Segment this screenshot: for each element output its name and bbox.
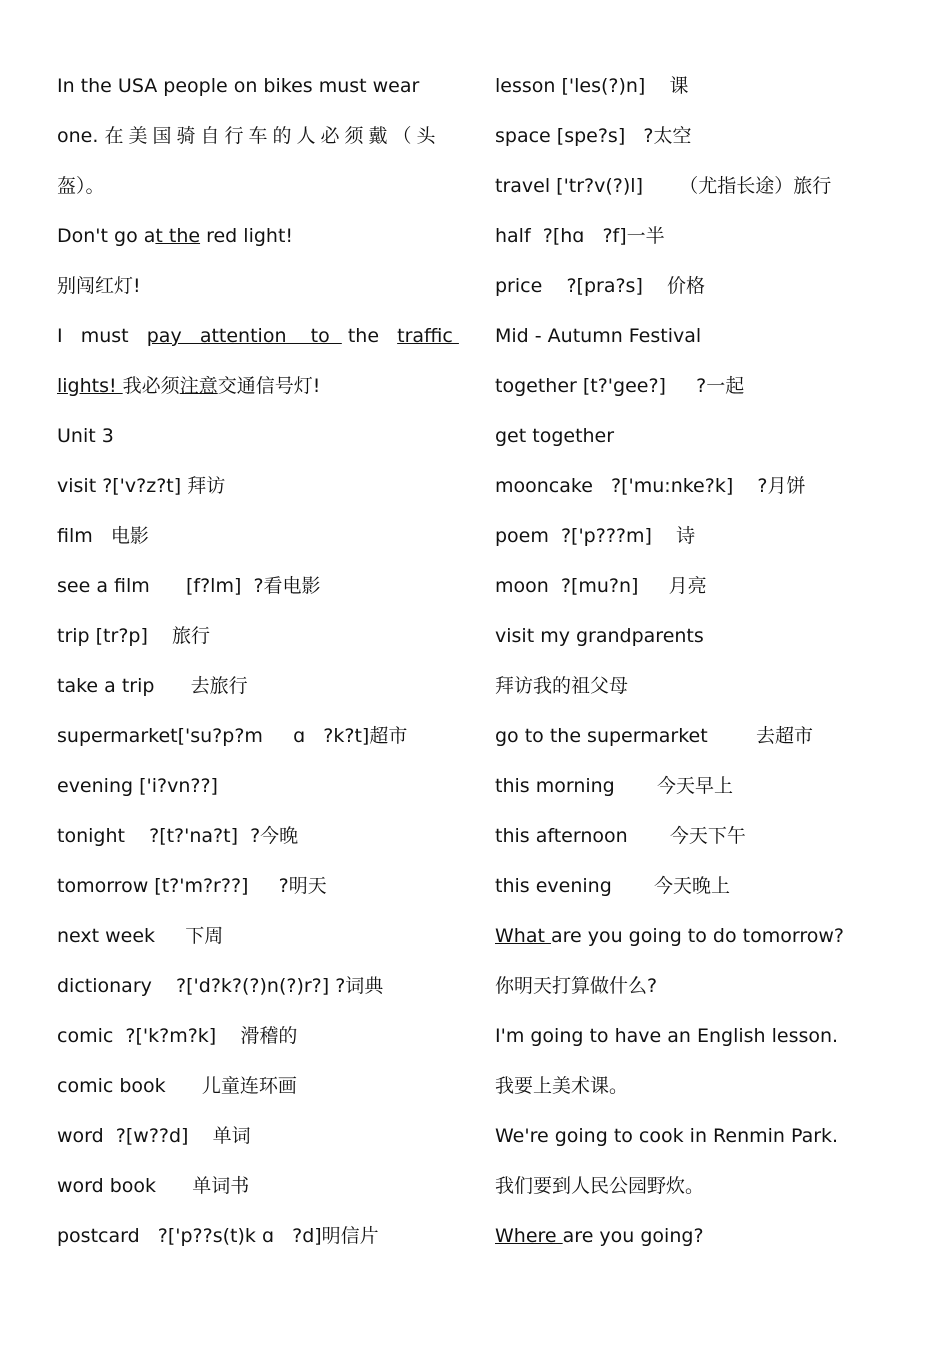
text-line — [57, 120, 462, 170]
line-text: tomorrow [t?'m?r??] ?明天 — [57, 875, 327, 897]
text-line — [57, 170, 462, 220]
line-text: comic ?['k?m?k] 滑稽的 — [57, 1025, 298, 1047]
underlined-text: 注意 — [179, 375, 218, 397]
vocab-line — [495, 220, 895, 270]
line-text: price ?[pra?s] 价格 — [495, 275, 706, 297]
underlined-text: pay attention to — [146, 325, 342, 347]
vocab-line — [495, 320, 895, 370]
line-text: 你明天打算做什么? — [495, 975, 658, 997]
unit-heading — [57, 420, 462, 470]
line-text: moon ?[mu?n] 月亮 — [495, 575, 707, 597]
line-text: half ?[hɑ ?f]一半 — [495, 225, 665, 247]
line-text: together [t?'gee?] ?一起 — [495, 375, 745, 397]
line-text: travel ['tr?v(?)l] （尤指长途）旅行 — [495, 175, 832, 197]
vocab-line — [57, 870, 462, 920]
underlined-text: t the — [155, 225, 201, 247]
phrase-line — [495, 670, 895, 720]
sentence-line — [495, 1120, 895, 1170]
vocab-line — [495, 170, 895, 220]
sentence-line — [495, 1220, 895, 1270]
line-text: Don't go a — [57, 225, 156, 247]
line-text: mooncake ?['mu:nke?k] ?月饼 — [495, 475, 806, 497]
vocab-line — [495, 70, 895, 120]
line-text: In the USA people on bikes must wear — [57, 75, 420, 97]
line-text: I must — [57, 325, 147, 347]
line-text: 拜访我的祖父母 — [495, 675, 629, 697]
vocab-line — [57, 1220, 462, 1270]
underlined-text: Where — [495, 1225, 563, 1247]
underlined-text: lights! — [57, 375, 123, 397]
line-text: 别闯红灯! — [57, 275, 141, 297]
line-text: Mid - Autumn Festival — [495, 325, 702, 347]
line-text: red light! — [200, 225, 294, 247]
phrase-line — [495, 770, 895, 820]
line-text: this afternoon 今天下午 — [495, 825, 746, 847]
line-text: visit my grandparents — [495, 625, 704, 647]
underlined-text: traffic — [397, 325, 459, 347]
vocab-line — [495, 120, 895, 170]
right-column — [495, 70, 895, 1270]
vocab-line — [495, 370, 895, 420]
line-text: are you going to do tomorrow? — [550, 925, 844, 947]
line-text: go to the supermarket 去超市 — [495, 725, 813, 747]
vocab-line — [57, 970, 462, 1020]
line-text: one. — [57, 125, 99, 147]
vocab-line — [57, 770, 462, 820]
phrase-line — [495, 720, 895, 770]
text-line — [57, 320, 462, 370]
vocab-line — [495, 270, 895, 320]
sentence-line — [495, 920, 895, 970]
line-text: I'm going to have an English lesson. — [495, 1025, 839, 1047]
phrase-line — [495, 620, 895, 670]
phrase-line — [495, 820, 895, 870]
vocab-line — [57, 670, 462, 720]
line-text: 我要上美术课。 — [495, 1075, 629, 1097]
line-text: Unit 3 — [57, 425, 114, 447]
underlined-text: What — [495, 925, 551, 947]
text-line — [57, 70, 462, 120]
line-text: get together — [495, 425, 615, 447]
vocab-line — [57, 1120, 462, 1170]
sentence-line — [495, 1070, 895, 1120]
vocab-line — [57, 820, 462, 870]
line-text: take a trip 去旅行 — [57, 675, 248, 697]
sentence-line — [495, 1170, 895, 1220]
line-text: are you going? — [562, 1225, 704, 1247]
vocab-line — [495, 570, 895, 620]
line-text: postcard ?['p??s(t)k ɑ ?d]明信片 — [57, 1225, 379, 1247]
line-text: poem ?['p???m] 诗 — [495, 525, 696, 547]
vocab-line — [57, 620, 462, 670]
line-text: supermarket['su?p?m ɑ ?k?t]超市 — [57, 725, 408, 747]
vocab-line — [57, 470, 462, 520]
line-text: 交通信号灯! — [217, 375, 321, 397]
text-line — [57, 370, 462, 420]
line-text: lesson ['les(?)n] 课 — [495, 75, 689, 97]
line-text: word book 单词书 — [57, 1175, 250, 1197]
line-text: evening ['i?vn??] — [57, 775, 218, 797]
vocab-line — [495, 420, 895, 470]
vocab-line — [57, 920, 462, 970]
sentence-line — [495, 970, 895, 1020]
line-text: tonight ?[t?'na?t] ?今晚 — [57, 825, 299, 847]
phrase-line — [495, 870, 895, 920]
line-text: this evening 今天晚上 — [495, 875, 731, 897]
line-text: dictionary ?['d?k?(?)n(?)r?] ?词典 — [57, 975, 384, 997]
text-line — [57, 270, 462, 320]
vocab-line — [57, 720, 462, 770]
vocab-line — [57, 1170, 462, 1220]
sentence-line — [495, 1020, 895, 1070]
line-text: film 电影 — [57, 525, 149, 547]
line-text: We're going to cook in Renmin Park. — [495, 1125, 839, 1147]
line-text: this morning 今天早上 — [495, 775, 734, 797]
line-text: 我必须 — [122, 375, 180, 397]
vocab-line — [57, 1070, 462, 1120]
text-line — [57, 220, 462, 270]
vocab-line — [57, 1020, 462, 1070]
vocab-line — [57, 570, 462, 620]
line-text: comic book 儿童连环画 — [57, 1075, 297, 1097]
line-text: trip [tr?p] 旅行 — [57, 625, 211, 647]
vocab-line — [495, 520, 895, 570]
line-text: next week 下周 — [57, 925, 224, 947]
line-text: visit ?['v?z?t] 拜访 — [57, 475, 226, 497]
line-text: 在美国骑自行车的人必须戴（头 — [104, 125, 441, 147]
line-text: 我们要到人民公园野炊。 — [495, 1175, 705, 1197]
line-text: space [spe?s] ?太空 — [495, 125, 692, 147]
line-text: the — [341, 325, 398, 347]
left-column — [57, 70, 462, 1270]
line-text: word ?[w??d] 单词 — [57, 1125, 251, 1147]
line-text: 盔）。 — [57, 175, 105, 197]
vocab-line — [495, 470, 895, 520]
vocab-line — [57, 520, 462, 570]
line-text: see a film [f?lm] ?看电影 — [57, 575, 321, 597]
